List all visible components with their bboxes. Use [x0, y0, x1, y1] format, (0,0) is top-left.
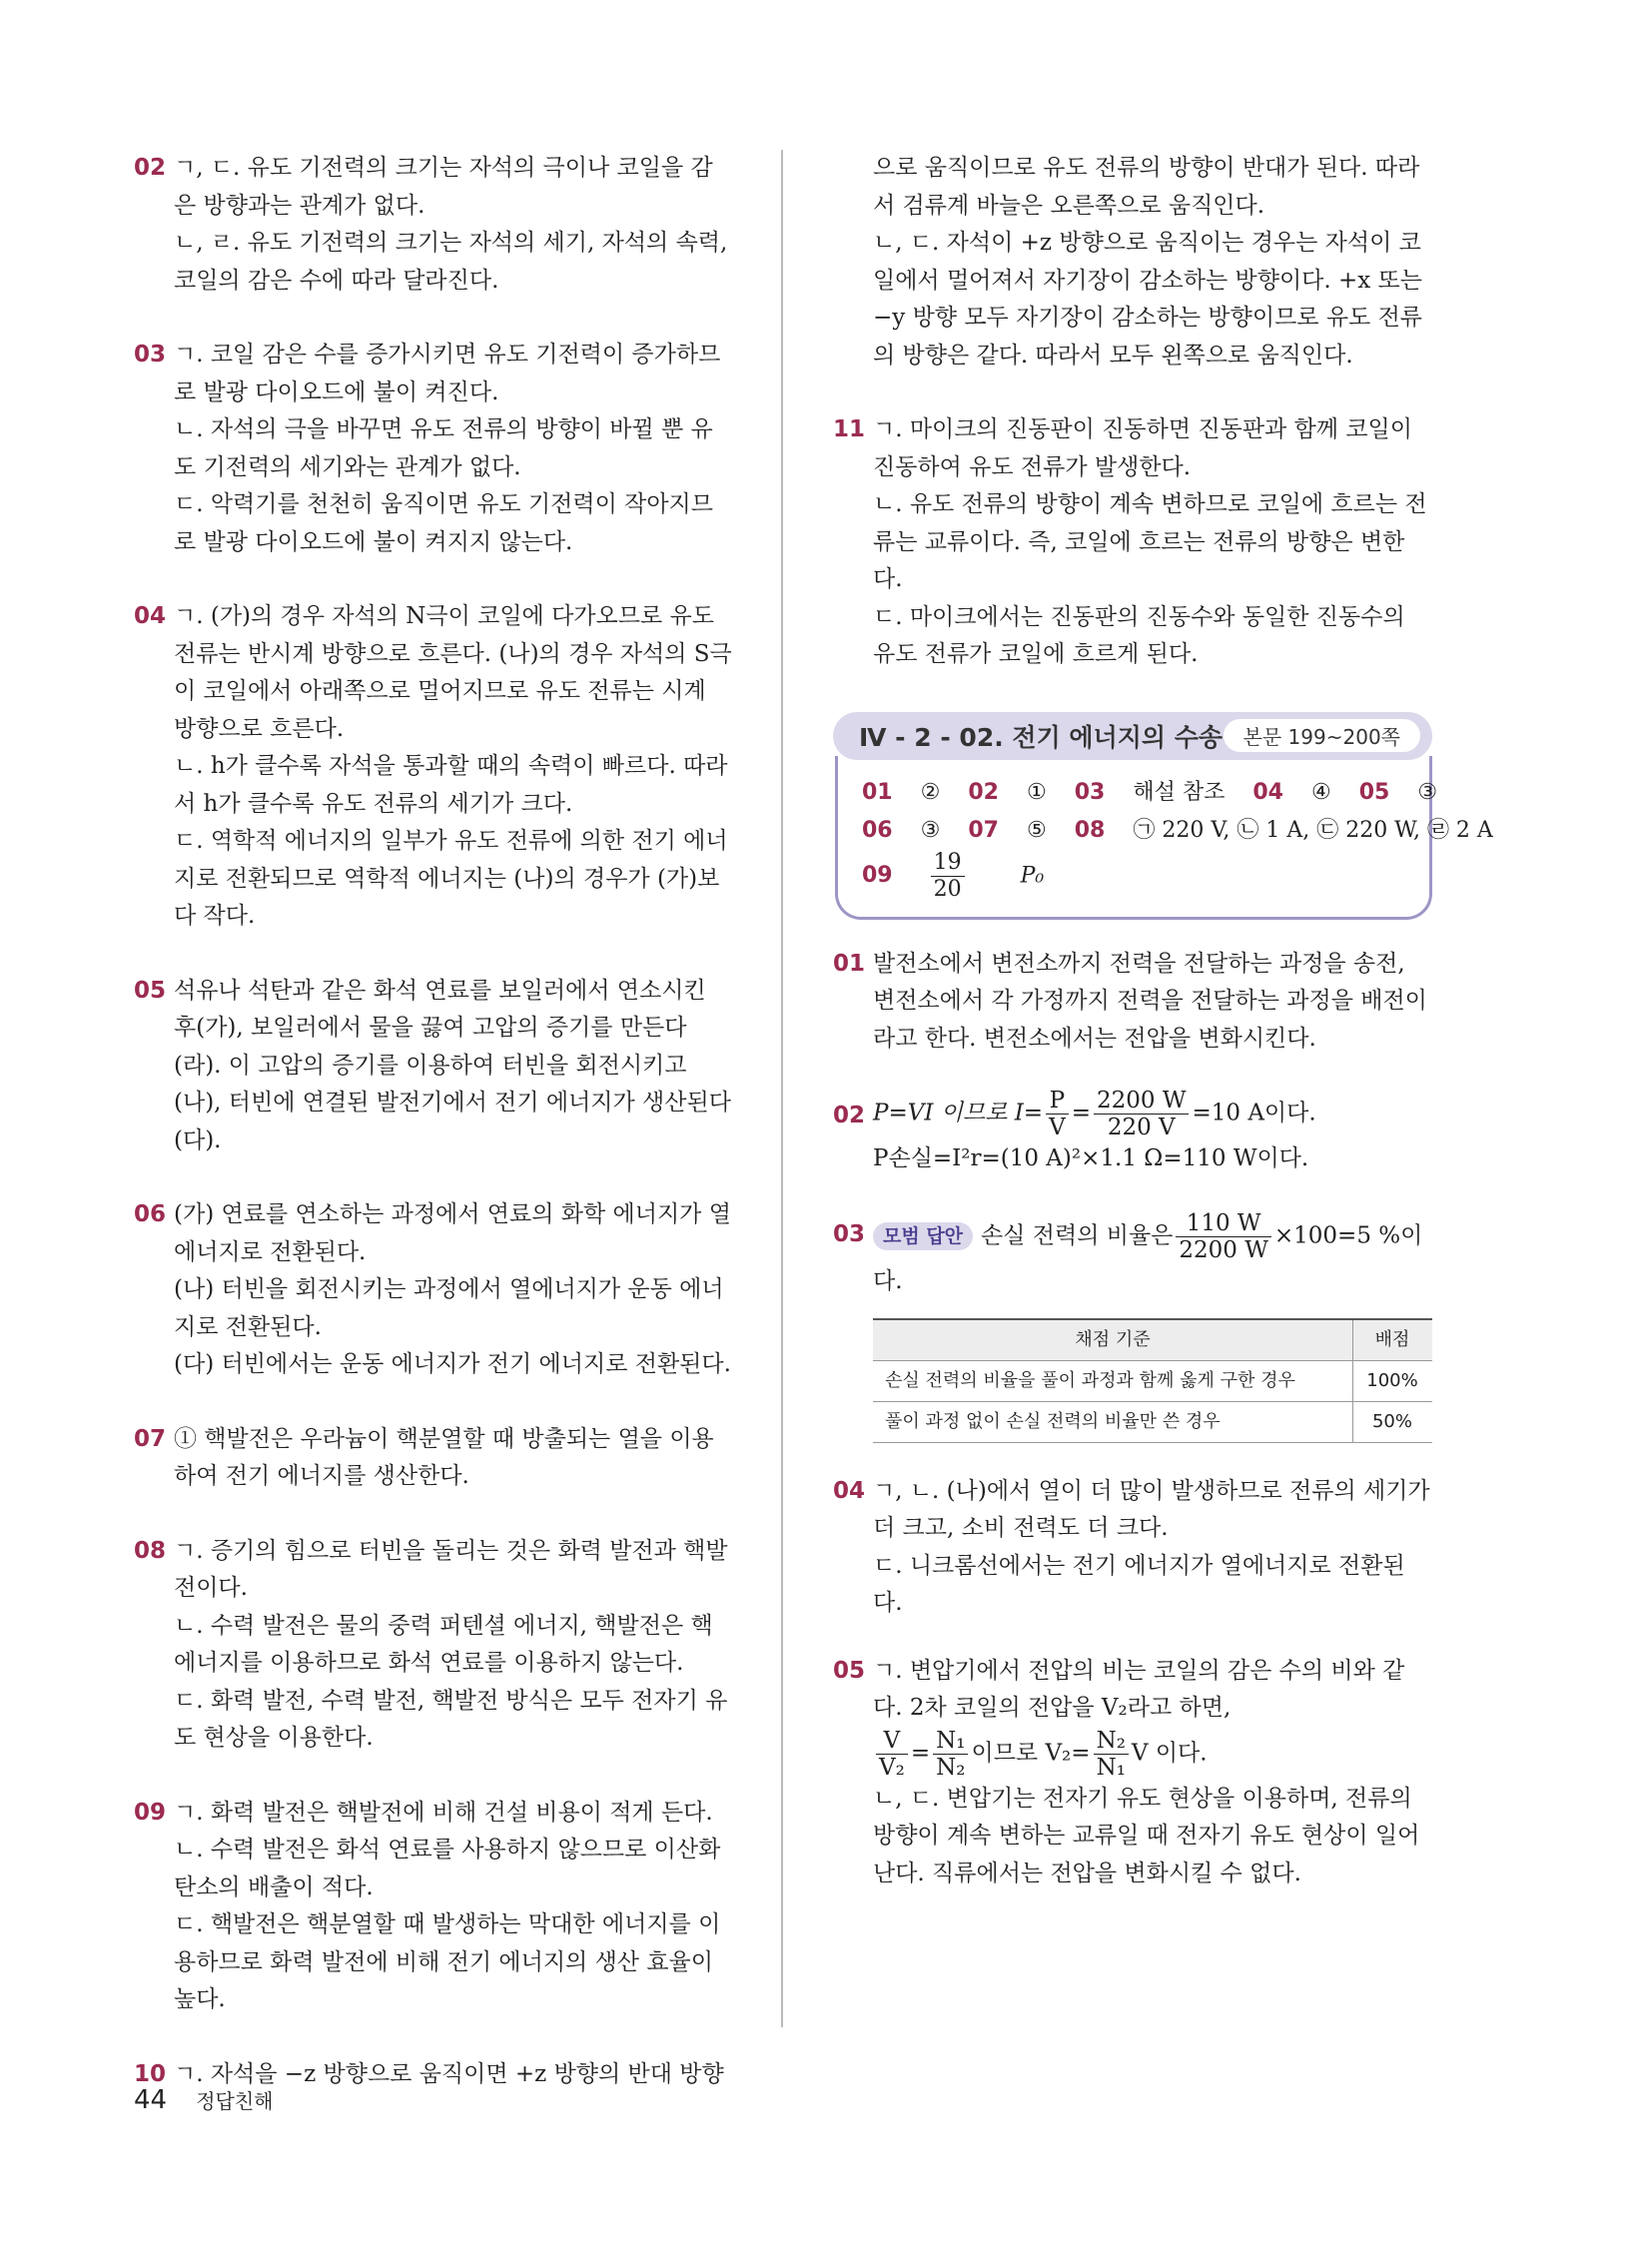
denominator: N₂ — [936, 1754, 966, 1781]
denominator: V₂ — [879, 1754, 905, 1781]
answer-text: ×100=5 %이다. — [873, 1222, 1423, 1294]
right-column — [833, 150, 1493, 1892]
explanation-text: ㄴ. 자석의 극을 바꾸면 유도 전류의 방향이 바뀔 뿐 유도 기전력의 세기와는 관계가 없다. — [174, 416, 713, 480]
table-cell: 50% — [1353, 1401, 1433, 1442]
equation-part: P=VI 이므로 I= — [873, 1100, 1044, 1126]
answer-value: ⑤ — [1026, 817, 1047, 843]
explanation-text: (가) 연료를 연소하는 과정에서 연료의 화학 에너지가 열에너지로 전환된다. — [174, 1201, 731, 1265]
equation-line — [873, 1088, 1432, 1140]
answer-row — [862, 850, 1409, 903]
page-footer — [134, 2085, 273, 2115]
answer-value: ② — [920, 779, 941, 805]
question-number: 06 — [134, 1201, 167, 1227]
equation-line: P손실=I²r=(10 A)²×1.1 Ω=110 W이다. — [873, 1145, 1309, 1171]
answer-list — [835, 756, 1493, 920]
explanation-text: ㄱ, ㄷ. 유도 기전력의 크기는 자석의 극이나 코일을 감은 방향과는 관계가 없다. — [174, 155, 713, 219]
answer-item — [134, 598, 733, 936]
answer-number: 01 — [862, 779, 893, 805]
question-number: 08 — [134, 1537, 167, 1564]
answer-item — [833, 1653, 1432, 1893]
question-number: 05 — [833, 1657, 866, 1684]
answer-number: 02 — [968, 779, 999, 805]
answer-item — [833, 150, 1432, 374]
equation-part: V 이다. — [1131, 1740, 1208, 1766]
fraction — [933, 1728, 968, 1781]
explanation-text: ㄱ. 마이크의 진동판이 진동하면 진동판과 함께 코일이 진동하여 유도 전류가 발생한다. — [873, 416, 1412, 480]
explanation-text: ㄱ, ㄴ. (나)에서 열이 더 많이 발생하므로 전류의 세기가 더 크고, 소비 전력도 더 크다. — [873, 1477, 1430, 1541]
answer-number: 03 — [1074, 779, 1106, 805]
denominator: V — [1049, 1115, 1066, 1140]
explanation-text: ㄱ. 코일 감은 수를 증가시키면 유도 기전력이 증가하므로 발광 다이오드에 불이 켜진다. — [174, 342, 721, 405]
section-header — [833, 712, 1432, 760]
answer-item — [833, 946, 1432, 1059]
fraction — [876, 1728, 908, 1781]
explanation-text: ㄱ. 증기의 힘으로 터빈을 돌리는 것은 화력 발전과 핵발전이다. — [174, 1537, 728, 1601]
question-number: 07 — [134, 1425, 167, 1452]
explanation-text: ① 핵발전은 우라늄이 핵분열할 때 방출되는 열을 이용하여 전기 에너지를 생산한다. — [174, 1425, 714, 1489]
explanation-text: ㄴ, ㄷ. 자석이 +z 방향으로 움직이는 경우는 자석이 코일에서 멀어져서 자기장이 감소하는 방향이다. +x 또는 −y 방향 모두 자기장이 감소하는 방향이므로 유도 전류의 방향은 같다. 따라서 모두 왼쪽으로 움직인다. — [873, 230, 1423, 369]
answer-entry — [968, 774, 1046, 812]
section-pages-badge: 본문 199~200쪽 — [1224, 719, 1420, 752]
answer-item — [833, 1473, 1432, 1623]
numerator: N₂ — [1094, 1728, 1129, 1755]
page-number: 44 — [134, 2085, 168, 2115]
grading-table — [873, 1318, 1432, 1443]
model-answer-line — [873, 1210, 1432, 1301]
fraction — [1094, 1728, 1129, 1781]
explanation-text: 발전소에서 변전소까지 전력을 전달하는 과정을 송전, 변전소에서 각 가정까지 전력을 전달하는 과정을 배전이라고 한다. 변전소에서는 전압을 변화시킨다. — [873, 950, 1427, 1052]
question-number: 02 — [833, 1103, 866, 1128]
explanation-text: ㄷ. 악력기를 천천히 움직이면 유도 기전력이 작아지므로 발광 다이오드에 불이 켜지지 않는다. — [174, 491, 713, 555]
answer-item — [134, 973, 733, 1160]
answer-item — [833, 1088, 1432, 1178]
answer-number: 04 — [1252, 779, 1283, 805]
answer-entry — [968, 812, 1046, 850]
explanation-text: ㄷ. 핵발전은 핵분열할 때 발생하는 막대한 에너지를 이용하므로 화력 발전에 비해 전기 에너지의 생산 효율이 높다. — [174, 1911, 721, 2012]
explanation-text: 으로 움직이므로 유도 전류의 방향이 반대가 된다. 따라서 검류계 바늘은 오른쪽으로 움직인다. — [873, 155, 1420, 219]
answer-number: 05 — [1358, 779, 1390, 805]
answer-item — [134, 1196, 733, 1384]
fraction — [1176, 1210, 1270, 1263]
question-number: 01 — [833, 950, 866, 977]
table-header-row — [873, 1319, 1432, 1360]
answer-item — [134, 1795, 733, 2019]
explanation-text: (다) 터빈에서는 운동 에너지가 전기 에너지로 전환된다. — [174, 1351, 731, 1377]
answer-entry — [862, 774, 940, 812]
explanation-text: (나) 터빈을 회전시키는 과정에서 열에너지가 운동 에너지로 전환된다. — [174, 1276, 724, 1340]
explanation-text: 석유나 석탄과 같은 화석 연료를 보일러에서 연소시킨 후(가), 보일러에서 물을 끓여 고압의 증기를 만든다(라). 이 고압의 증기를 이용하여 터빈을 회전시키고(나), 터빈에 연결된 발전기에서 전기 에너지가 생산된다(다). — [174, 977, 731, 1153]
question-number: 05 — [134, 977, 167, 1004]
book-label: 정답친해 — [196, 2089, 274, 2113]
answer-value: 해설 참조 — [1133, 779, 1226, 805]
question-number: 11 — [833, 416, 866, 442]
denominator: 220 V — [1107, 1115, 1176, 1140]
answer-value: ④ — [1310, 779, 1331, 805]
question-number: 02 — [134, 155, 167, 181]
fraction — [931, 850, 993, 903]
equation-line: $\frac{V}{\text{V₂}}$ = $\frac{\text{N₁}}{\text{N₂}}$ 이므로 V₂= $\frac{\text{N₂}}{\text{N₁}}$ V 이다. — [873, 1728, 1432, 1781]
numerator: 2200 W — [1094, 1088, 1189, 1115]
numerator: 110 W — [1176, 1210, 1270, 1237]
answer-value: P₀ — [1020, 863, 1045, 888]
model-answer-badge: 모범 답안 — [873, 1222, 973, 1250]
left-column — [134, 150, 733, 2093]
answer-item — [134, 1533, 733, 1758]
explanation-text: ㄱ. 화력 발전은 핵발전에 비해 건설 비용이 적게 든다. — [174, 1799, 713, 1826]
answer-number: 08 — [1074, 817, 1106, 843]
answer-item — [833, 1210, 1432, 1451]
explanation-text: ㄴ, ㄷ. 변압기는 전자기 유도 현상을 이용하며, 전류의 방향이 계속 변하는 교류일 때 전자기 유도 현상이 일어난다. 직류에서는 전압을 변화시킬 수 없다. — [873, 1785, 1420, 1886]
explanation-text: ㄷ. 니크롬선에서는 전기 에너지가 열에너지로 전환된다. — [873, 1552, 1405, 1616]
column-header: 배점 — [1353, 1319, 1433, 1360]
explanation-text: ㄴ. h가 클수록 자석을 통과할 때의 속력이 빠르다. 따라서 h가 클수록 유도 전류의 세기가 크다. — [174, 753, 728, 817]
denominator: 20 — [933, 876, 962, 902]
answer-value: ㉠ 220 V, ㉡ 1 A, ㉢ 220 W, ㉣ 2 A — [1133, 817, 1493, 843]
answer-entry — [1252, 774, 1330, 812]
question-number: 03 — [134, 342, 167, 368]
explanation-text: ㄴ, ㄹ. 유도 기전력의 크기는 자석의 세기, 자석의 속력, 코일의 감은 수에 따라 달라진다. — [174, 230, 728, 294]
explanation-text: ㄱ. 변압기에서 전압의 비는 코일의 감은 수의 비와 같다. 2차 코일의 전압을 V₂라고 하면, — [873, 1657, 1405, 1721]
equation-part: 이므로 V₂= — [971, 1740, 1091, 1766]
answer-entry — [1359, 774, 1437, 812]
column-divider — [781, 150, 783, 2027]
table-row — [873, 1401, 1432, 1442]
answer-number: 09 — [862, 863, 893, 888]
explanation-text: ㄴ. 수력 발전은 물의 중력 퍼텐셜 에너지, 핵발전은 핵에너지를 이용하므로 화석 연료를 이용하지 않는다. — [174, 1612, 713, 1676]
answer-summary-box — [833, 712, 1493, 920]
answer-item — [134, 1421, 733, 1496]
denominator: N₁ — [1096, 1754, 1126, 1781]
numerator: P — [1046, 1088, 1069, 1115]
numerator: V — [876, 1728, 908, 1755]
explanation-text: ㄱ. 자석을 −z 방향으로 움직이면 +z 방향의 반대 방향 — [174, 2060, 724, 2087]
question-number: 10 — [134, 2060, 167, 2087]
explanation-text: ㄷ. 역학적 에너지의 일부가 유도 전류에 의한 전기 에너지로 전환되므로 역학적 에너지는 (나)의 경우가 (가)보다 작다. — [174, 828, 728, 929]
question-number — [833, 150, 873, 374]
question-number: 04 — [833, 1477, 866, 1504]
fraction — [1094, 1088, 1189, 1140]
explanation-text: ㄱ. (가)의 경우 자석의 N극이 코일에 다가오므로 유도 전류는 반시계 방향으로 흐른다. (나)의 경우 자석의 S극이 코일에서 아래쪽으로 멀어지므로 유도 전류는 시계 방향으로 흐른다. — [174, 603, 732, 742]
table-cell: 100% — [1353, 1360, 1433, 1401]
denominator: 2200 W — [1179, 1236, 1268, 1263]
answer-row — [862, 774, 1438, 812]
answer-item — [833, 411, 1432, 674]
answer-value: ① — [1026, 779, 1047, 805]
explanation-text: ㄷ. 화력 발전, 수력 발전, 핵발전 방식은 모두 전자기 유도 현상을 이용한다. — [174, 1687, 728, 1751]
answer-row — [862, 812, 1493, 850]
section-title: Ⅳ - 2 - 02. 전기 에너지의 수송 — [859, 722, 1224, 752]
numerator: N₁ — [933, 1728, 968, 1755]
answer-entry — [1075, 812, 1493, 850]
right-top-items — [833, 150, 1432, 674]
answer-value: ③ — [1417, 779, 1438, 805]
answer-text: 손실 전력의 비율은 — [981, 1222, 1174, 1248]
table-cell: 풀이 과정 없이 손실 전력의 비율만 쓴 경우 — [873, 1401, 1353, 1442]
answer-value: ③ — [920, 817, 941, 843]
column-header: 채점 기준 — [873, 1319, 1353, 1360]
answer-number: 07 — [968, 817, 999, 843]
equation-part: =10 A이다. — [1192, 1100, 1316, 1126]
answer-item — [134, 337, 733, 561]
table-cell: 손실 전력의 비율을 풀이 과정과 함께 옳게 구한 경우 — [873, 1360, 1353, 1401]
question-number: 04 — [134, 603, 167, 629]
fraction — [1046, 1088, 1069, 1140]
answer-number: 06 — [862, 817, 893, 843]
numerator: 19 — [931, 850, 965, 877]
answer-entry — [862, 812, 940, 850]
answer-item — [134, 150, 733, 300]
equation-part: = — [1071, 1100, 1091, 1126]
explanation-text: ㄴ. 유도 전류의 방향이 계속 변하므로 코일에 흐르는 전류는 교류이다. 즉, 코일에 흐르는 전류의 방향은 변한다. — [873, 491, 1427, 592]
question-number: 09 — [134, 1799, 167, 1826]
question-number: 03 — [833, 1220, 866, 1247]
explanation-text: ㄴ. 수력 발전은 화석 연료를 사용하지 않으므로 이산화 탄소의 배출이 적다. — [174, 1837, 721, 1900]
answer-entry — [1075, 774, 1226, 812]
table-row — [873, 1360, 1432, 1401]
explanation-text: ㄷ. 마이크에서는 진동판의 진동수와 동일한 진동수의 유도 전류가 코일에 흐르게 된다. — [873, 603, 1405, 667]
